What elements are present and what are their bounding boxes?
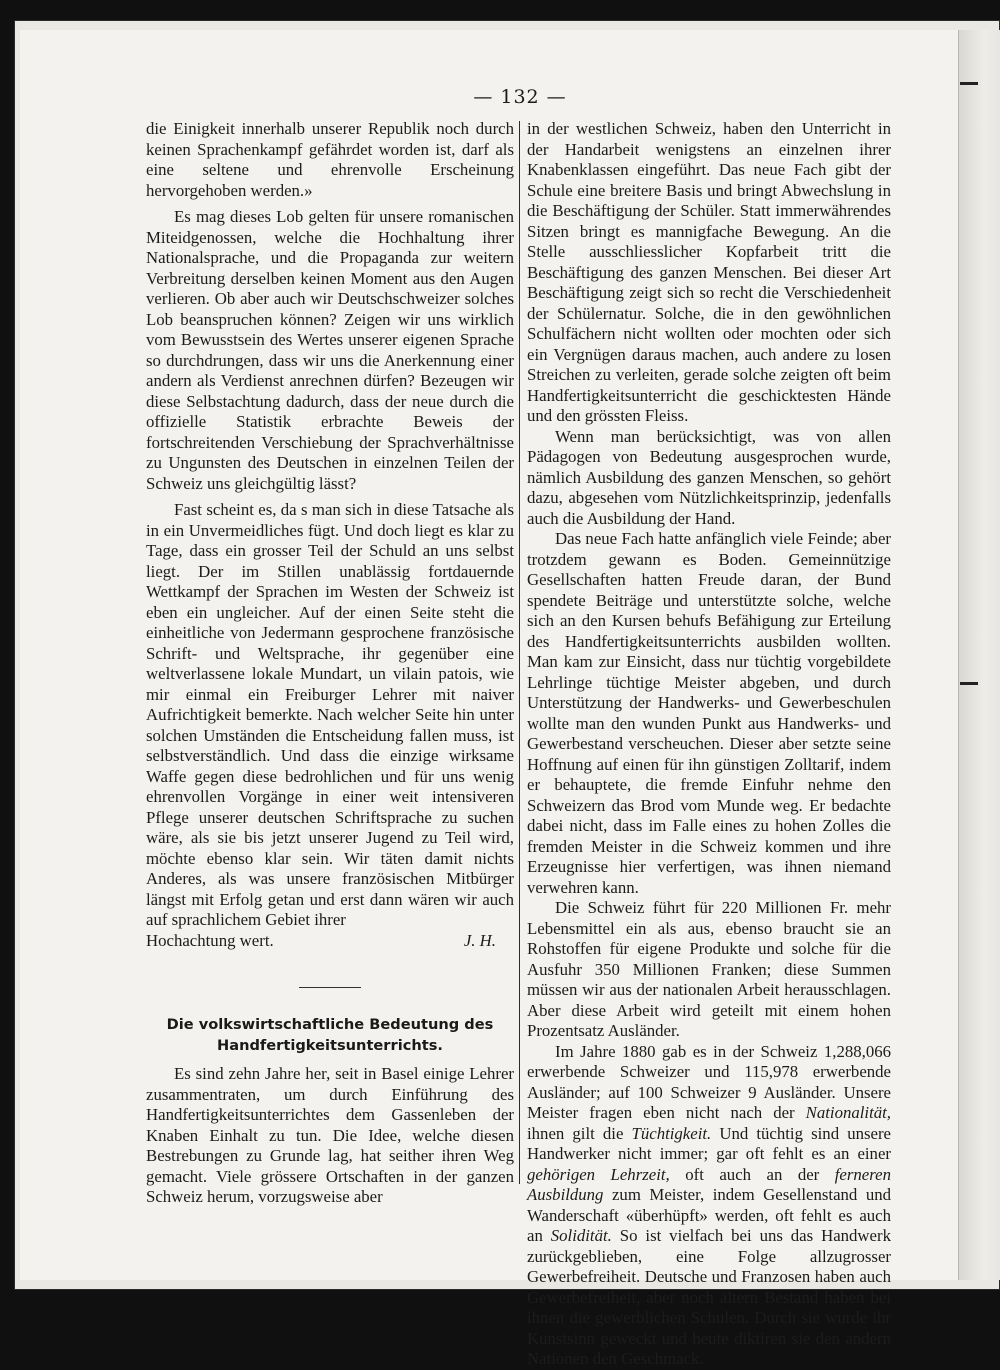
paragraph-closing: Hochachtung wert. xyxy=(146,930,274,950)
paragraph: in der westlichen Schweiz, haben den Unterricht in der Handarbeit wenigstens an einzelnen ihrer Knabenklassen eingeführt. Das neue Fach gibt der Schule eine breitere Basis und bringt Abwechslung in die Beschäftigung der Schüler. Statt immerwährendes Sitzen bringt es mannigfache Bewegung. An die Stelle ausschliesslicher Kopfarbeit tritt die Beschäftigung des ganzen Menschen. Bei dieser Art Beschäftigung zeigt sich so recht die Verschiedenheit der Schülernatur. Solche, die in den gewöhnlichen Schulfächern nicht wollten oder mochten oder sich ein Vergnügen daraus machen, auch andere zu losen Streichen zu verleiten, gerade solche zeigten oft beim Handfertigkeitsunterricht die geschicktesten Hände und den grössten Fleiss. xyxy=(527,119,891,425)
paragraph: Es mag dieses Lob gelten für unsere romanischen Miteidgenossen, welche die Hochhaltung ihrer Nationalsprache, und die Propaganda zur weitern Verbreitung derselben keinen Moment aus den Augen verlieren. Ob aber auch wir Deutschschweizer solches Lob beanspruchen können? Zeigen wir uns wirklich vom Bewusstsein des Wertes unserer eigenen Sprache so durchdrungen, dass wir uns die Anerkennung einer andern als Verdienst anrechnen dürfen? Bezeugen wir diese Selbstachtung dadurch, dass der neue durch die offizielle Statistik erbrachte Beweis der fortschreitenden Verschiebung der Sprachverhältnisse zu Ungunsten des Deutschen in einzelnen Teilen der Schweiz uns gleichgültig lässt? xyxy=(146,207,514,493)
article-title-line: Die volkswirtschaftliche Bedeutung des xyxy=(166,1016,494,1033)
text-run: Im Jahre 1880 gab es in der Schweiz 1,288,066 erwerbende Schweizer und 115,978 erwerbende Ausländer; auf 100 Schweizer 9 Ausländer. Unsere Meister fragen eben nicht nach der xyxy=(527,1041,891,1122)
facing-page-edge xyxy=(958,30,1000,1280)
left-column xyxy=(146,119,514,1208)
paragraph: Das neue Fach hatte anfänglich viele Feinde; aber trotzdem gewann es Boden. Gemeinnützige Gesellschaften hatten Freude daran, der Bund spendete Beiträge und unterstützte solche, welche sich an den Kursen behufs Befähigung zur Erteilung des Handfertigkeitsunterrichts ausbilden wollten. Man kam zur Einsicht, dass nur tüchtig vorgebildete Lehrlinge tüchtige Meister abgeben, und durch Unterstützung der Handwerks- und Gewerbeschulen wollte man den wunden Punkt aus Handwerks- und Gewerbestand verscheuchen. Dieser aber setzte seine Hoffnung auf einen für ihn günstigen Zolltarif, indem er behauptete, die fremde Einfuhr nehme den Schweizern das Brod vom Munde weg. Er bedachte dabei nicht, dass im Falle eines zu hohen Zolles die fremden Meister in die Schweiz kommen und ihre Erzeugnisse hier verfertigen, was ihnen niemand verwehren kann. xyxy=(527,529,891,897)
emphasis: ferneren Ausbildung xyxy=(527,1164,891,1204)
paragraph: Wenn man berücksichtigt, was von allen Pädagogen von Bedeutung ausgesprochen wurde, nämlich Ausbildung des ganzen Menschen, so gehört dazu, abgesehen vom Nützlichkeitsprinzip, jedenfalls auch die Ausbildung der Hand. xyxy=(527,426,891,528)
text-run: ihnen gilt die xyxy=(527,1123,632,1143)
page-number: — 132 — xyxy=(473,86,567,108)
article-title-line: Handfertigkeitsunterrichts. xyxy=(217,1037,443,1054)
paragraph xyxy=(527,1042,891,1370)
text-run: oft auch an der xyxy=(669,1164,835,1184)
right-column xyxy=(527,119,891,1370)
paragraph: Fast scheint es, da s man sich in diese Tatsache als in ein Unvermeidliches fügt. Und doch liegt es klar zu Tage, dass ein grosser Teil der Schuld an uns selbst liegt. Der im Stillen unablässig fortdauernde Wettkampf der Sprachen im Westen der Schweiz ist eben ein ungleicher. Auf der einen Seite steht die einheitliche von Jedermann gesprochene französische Schrift- und Weltsprache, ihr gegenüber eine weltverlassene lokale Mundart, un vilain patois, wie mir einmal ein Freiburger Lehrer mit naiver Aufrichtigkeit bemerkte. Nach welcher Seite hin unter solchen Umständen die Entscheidung fallen muss, ist selbstverständlich. Und dass die einzige wirksame Waffe gegen diese bedrohlichen und für uns wenig ehrenvollen Vorgänge in einer weit intensiveren Pflege unserer deutschen Schriftsprache zu suchen wäre, als sie bis jetzt unserer Jugend zu Teil wird, möchte ebenso klar sein. Wir täten damit nichts Anderes, als was unsere französischen Mitbürger längst mit Erfolg getan und erst dann wären wir auch auf sprachlichem Gebiet ihrer xyxy=(146,500,514,929)
section-divider xyxy=(299,987,361,988)
page-edge-mark xyxy=(960,682,978,685)
text-run: Und tüchtig sind unsere Handwerker nicht immer; gar oft fehlt es an einer xyxy=(527,1123,891,1163)
emphasis: Solidität. xyxy=(550,1226,612,1245)
page-edge-mark xyxy=(960,82,978,85)
emphasis: Tüchtigkeit. xyxy=(631,1123,712,1143)
text-run: zum Meister, indem Gesellenstand und Wanderschaft «überhüpft» werden, oft fehlt es auch an xyxy=(527,1185,891,1245)
paragraph: Die Schweiz führt für 220 Millionen Fr. mehr Lebensmittel ein als aus, ebenso braucht sie an Rohstoffen für eigene Produkte und solche für die Ausfuhr 350 Millionen Franken; diese Summen müssen wir aus der nationalen Arbeit herausschlagen. Aber diese Arbeit wird geteilt mit einem hohen Prozentsatz Ausländer. xyxy=(527,898,891,1040)
column-divider xyxy=(519,121,520,1184)
signature-line xyxy=(146,931,514,952)
emphasis: gehörigen Lehrzeit, xyxy=(527,1164,670,1184)
emphasis: Nationalität, xyxy=(805,1103,891,1122)
author-signature: J. H. xyxy=(463,930,496,950)
article-title xyxy=(146,1014,514,1056)
paragraph: die Einigkeit innerhalb unserer Republik noch durch keinen Sprachenkampf gefährdet worden ist, darf als eine seltene und ehrenvolle Erscheinung hervorgehoben werden.» xyxy=(146,119,514,200)
paragraph: Es sind zehn Jahre her, seit in Basel einige Lehrer zusammentraten, um durch Einführung des Handfertigkeitsunterrichtes dem Gassenleben der Knaben Einhalt zu tun. Die Idee, welche diesen Bestrebungen zu Grunde lag, hat seither ihren Weg gemacht. Viele grössere Ortschaften in der ganzen Schweiz herum, vorzugsweise aber xyxy=(146,1064,514,1206)
text-run: So ist vielfach bei uns das Handwerk zurückgeblieben, eine Folge allzugrosser Gewerbefreiheit. Deutsche und Franzosen haben auch Gewerbefreiheit, aber noch ältern Bestand haben bei ihnen die gewerblichen Schulen. Durch sie wurde ihr Kunstsinn geweckt und heute diktiren sie den andern Nationen den Geschmack. xyxy=(527,1226,891,1368)
